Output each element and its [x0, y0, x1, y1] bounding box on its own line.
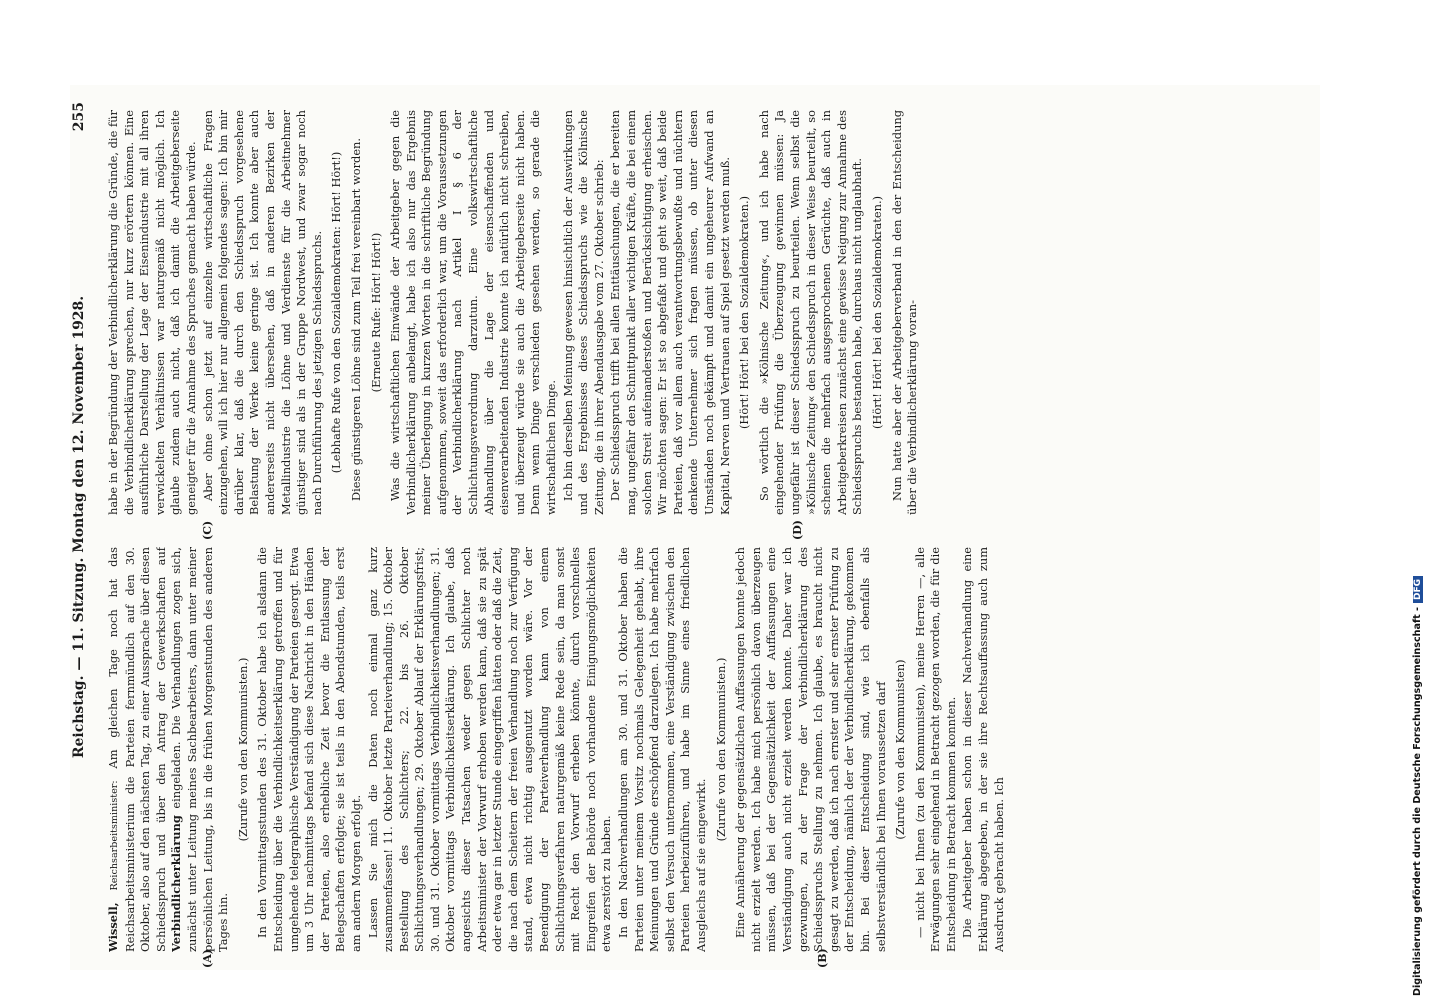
paragraph: habe in der Begründung der Verbindlicherklärung die Gründe, die für die Verbindlicherklärung sprechen, nur kurz erörtern können. Eine ausführliche Darstellung der Lage der Eisenindustrie mit all ihren verwickelten Verhältnissen war naturgemäß nicht möglich. Ich glaube zudem auch nicht, daß ich damit die Arbeitgeberseite geneigter für die Annahme des Spruches gemacht haben würde.: [106, 110, 198, 515]
margin-marker-d: (D): [791, 520, 804, 540]
margin-marker-a: (A): [201, 949, 214, 968]
paragraph: So wörtlich die »Kölnische Zeitung«, und ich habe nach eingehender Prüfung die Überzeugung gewinnen müssen: Ja ungefähr ist dieser Schiedsspruch zu beurteilen. Wenn selbst die »Kölnische Zeitung« den Schiedsspruch in dieser Weise beurteilt, so scheinen die mehrfach ausgesprochenen Gerüchte, daß auch in Arbeitgeberkreisen zunächst eine gewisse Neigung zur Annahme des Schiedsspruchs bestanden habe, durchaus nicht unglaubhaft.: [756, 110, 865, 515]
paragraph: Nun hatte aber der Arbeitgeberverband in den der Entscheidung über die Verbindlicherklärung voran-: [889, 110, 920, 515]
credit-label: Digitalisierung gefördert durch die Deutsche Forschungsgemeinschaft -: [1412, 606, 1423, 996]
interjection: (Hört! Hört! bei den Sozialdemokraten.): [869, 195, 884, 430]
speaker-line: [106, 547, 232, 952]
quotation: Der Schiedsspruch trifft bei allen Enttäuschungen, die er bereiten mag, ungefähr den Schnittpunkt aller wichtigen Kräfte, die bei einem solchen Streit aufeinanderstoßen und Berücksichtigung erheischen. Wir möchten sagen: Er ist so abgefaßt und geht so weit, daß beide Parteien, daß vor allem auch verantwortungsbewußte und nüchtern denkende Unternehmer sich fragen müssen, ob unter diesen Umständen noch gekämpft und damit ein ungeheurer Aufwand an Kapital, Nerven und Vertrauen auf Spiel gesetzt werden muß.: [608, 110, 732, 515]
paragraph: — nicht bei Ihnen (zu den Kommunisten), meine Herren —, alle Erwägungen sehr eingehend in Betracht gezogen worden, die für die Entscheidung in Betracht kommen konnten.: [912, 547, 958, 952]
margin-marker-b: (B): [816, 948, 829, 968]
rotated-page-content: [70, 85, 1320, 970]
speaker-role: Reichsarbeitsminister:: [109, 780, 120, 891]
right-column: [106, 110, 1306, 515]
credit-text: [1412, 576, 1423, 996]
paragraph: Aber ohne schon jetzt auf einzelne wirtschaftliche Fragen einzugehen, will ich hier nur allgemein folgendes sagen: Ich bin mir darüber klar, daß die durch den Schiedsspruch vorgesehene Belastung der Werke keine geringe ist. Ich konnte aber auch andererseits nicht übersehen, daß in anderen Bezirken der Metallindustrie die Löhne und Verdienste für die Arbeitnehmer günstiger sind als in der Gruppe Nordwest, und zwar sogar noch nach Durchführung des jetzigen Schiedsspruchs.: [200, 110, 324, 515]
margin-marker-c: (C): [201, 520, 214, 540]
interjection: (Zurufe von den Kommunisten.): [713, 657, 728, 842]
dfg-logo-badge: DFG: [1413, 576, 1423, 603]
paragraph: Diese günstigeren Löhne sind zum Teil frei vereinbart worden.: [348, 137, 363, 501]
paragraph: Eine Annäherung der gegensätzlichen Auffassungen konnte jedoch nicht erzielt werden. Ich habe mich persönlich davon überzeugen müssen, daß bei der Gegensätzlichkeit der Auffassungen eine Verständigung auch nicht erzielt werden konnte. Daher war ich gezwungen, zu der Frage der Verbindlicherklärung des Schiedsspruchs Stellung zu nehmen. Ich glaube, es braucht nicht gesagt zu werden, daß ich nach ernster und sehr ernster Prüfung zu der Entscheidung, nämlich der der Verbindlicherklärung, gekommen bin. Bei dieser Entscheidung sind, wie ich ebenfalls als selbstverständlich bei Ihnen voraussetzen darf: [733, 547, 888, 952]
running-title: Reichstag. — 11. Sitzung. Montag den 12. November 1928.: [71, 295, 87, 759]
interjection: (Erneute Rufe: Hört! Hört!): [368, 232, 383, 393]
scanned-page: [70, 85, 1320, 970]
paragraph: Ich bin derselben Meinung gewesen hinsichtlich der Auswirkungen und des Ergebnisses dieses Schiedsspruchs wie die Kölnische Zeitung, die in ihrer Abendausgabe vom 27. Oktober schrieb:: [560, 110, 606, 515]
left-column: [106, 547, 1306, 952]
paragraph: Was die wirtschaftlichen Einwände der Arbeitgeber gegen die Verbindlicherklärung anbelangt, habe ich also nur das Ergebnis meiner Überlegung in kurzen Worten in die schriftliche Begründung aufgenommen, soweit das erforderlich war, um die Voraussetzungen der Verbindlicherklärung nach Artikel I § 6 der Schlichtungsverordnung darzutun. Eine volkswirtschaftliche Abhandlung über die Lage der eisenschaffenden und eisenverarbeitenden Industrie konnte ich natürlich nicht schreiben, und überzeugt würde sie auch die Arbeitgeberseite nicht haben. Denn wenn Dinge verschieden gesehen werden, so gerade die wirtschaftlichen Dinge.: [388, 110, 559, 515]
digitization-credit: [1408, 0, 1434, 1000]
paragraph-text: eingeladen. Die Verhandlungen zogen sich, zunächst unter Leitung meines Sachbearbeiters, dann unter meiner persönlichen Leitung, bis in die frühen Morgenstunden des anderen Tages hin.: [169, 547, 231, 952]
interjection: (Zurufe von den Kommunisten.): [235, 657, 250, 842]
interjection: (Hört! Hört! bei den Sozialdemokraten.): [737, 195, 752, 430]
page-header: [72, 102, 94, 952]
paragraph: In den Nachverhandlungen am 30. und 31. Oktober haben die Parteien unter meinem Vorsitz nochmals Gelegenheit gehabt, ihre Meinungen und Gründe erschöpfend darzulegen. Ich habe mehrfach selbst den Versuch unternommen, eine Verständigung zwischen den Parteien herbeizuführen, und habe im Sinne eines friedlichen Ausgleichs auf sie eingewirkt.: [616, 547, 708, 952]
bold-term: Verbindlicherklärung: [169, 815, 184, 952]
paragraph-text: Am gleichen Tage noch hat das Reichsarbeitsministerium die Parteien fernmündlich auf den 30. Oktober, also auf den nächsten Tag, zu einer Aussprache über diesen Schiedsspruch und über den Antrag der Gewerkschaften auf: [106, 547, 168, 952]
speaker-name: Wissell,: [106, 902, 120, 952]
paragraph: Lassen Sie mich die Daten noch einmal ganz kurz zusammenfassen! 11. Oktober letzte Parteiverhandlung; 15. Oktober Bestellung des Schlichters; 22. bis 26. Oktober Schlichtungsverhandlungen; 29. Oktober Ablauf der Erklärungsfrist; 30. und 31. Oktober vormittags Verbindlichkeitsverhandlungen; 31. Oktober vormittags Verbindlichkeitserklärung. Ich glaube, daß angesichts dieser Tatsachen weder gegen Schlichter noch Arbeitsminister der Vorwurf erhoben werden kann, daß sie zu spät oder etwa gar in letzter Stunde eingegriffen hätten oder daß die Zeit, die nach dem Scheitern der freien Verhandlung noch zur Verfügung stand, etwa nicht richtig ausgenutzt worden wäre. Vor der Beendigung der Parteiverhandlung kann von einem Schlichtungsverfahren naturgemäß keine Rede sein, da man sonst mit Recht den Vorwurf erheben könnte, durch vorschnelles Eingreifen der Behörde noch vorhandene Einigungsmöglichkeiten etwa zerstört zu haben.: [365, 547, 614, 952]
interjection: (Zurufe von den Kommunisten): [893, 659, 908, 840]
page-number: 255: [71, 102, 87, 132]
paragraph: Die Arbeitgeber haben schon in dieser Nachverhandlung eine Erklärung abgegeben, in der sie ihre Rechtsauffassung auch zum Ausdruck gebracht haben. Ich: [960, 547, 1006, 952]
paragraph: In den Vormittagsstunden des 31. Oktober habe ich alsdann die Entscheidung über die Verbindlichkeitserklärung getroffen und für umgehende telegraphische Verständigung der Parteien gesorgt. Etwa um 3 Uhr nachmittags befand sich diese Nachricht in den Händen der Parteien, also erhebliche Zeit bevor die Entlassung der Belegschaften erfolgte; sie ist teils in den Abendstunden, teils erst am andern Morgen erfolgt.: [255, 547, 363, 952]
interjection: (Lebhafte Rufe von den Sozialdemokraten: Hört! Hört!): [329, 151, 344, 474]
